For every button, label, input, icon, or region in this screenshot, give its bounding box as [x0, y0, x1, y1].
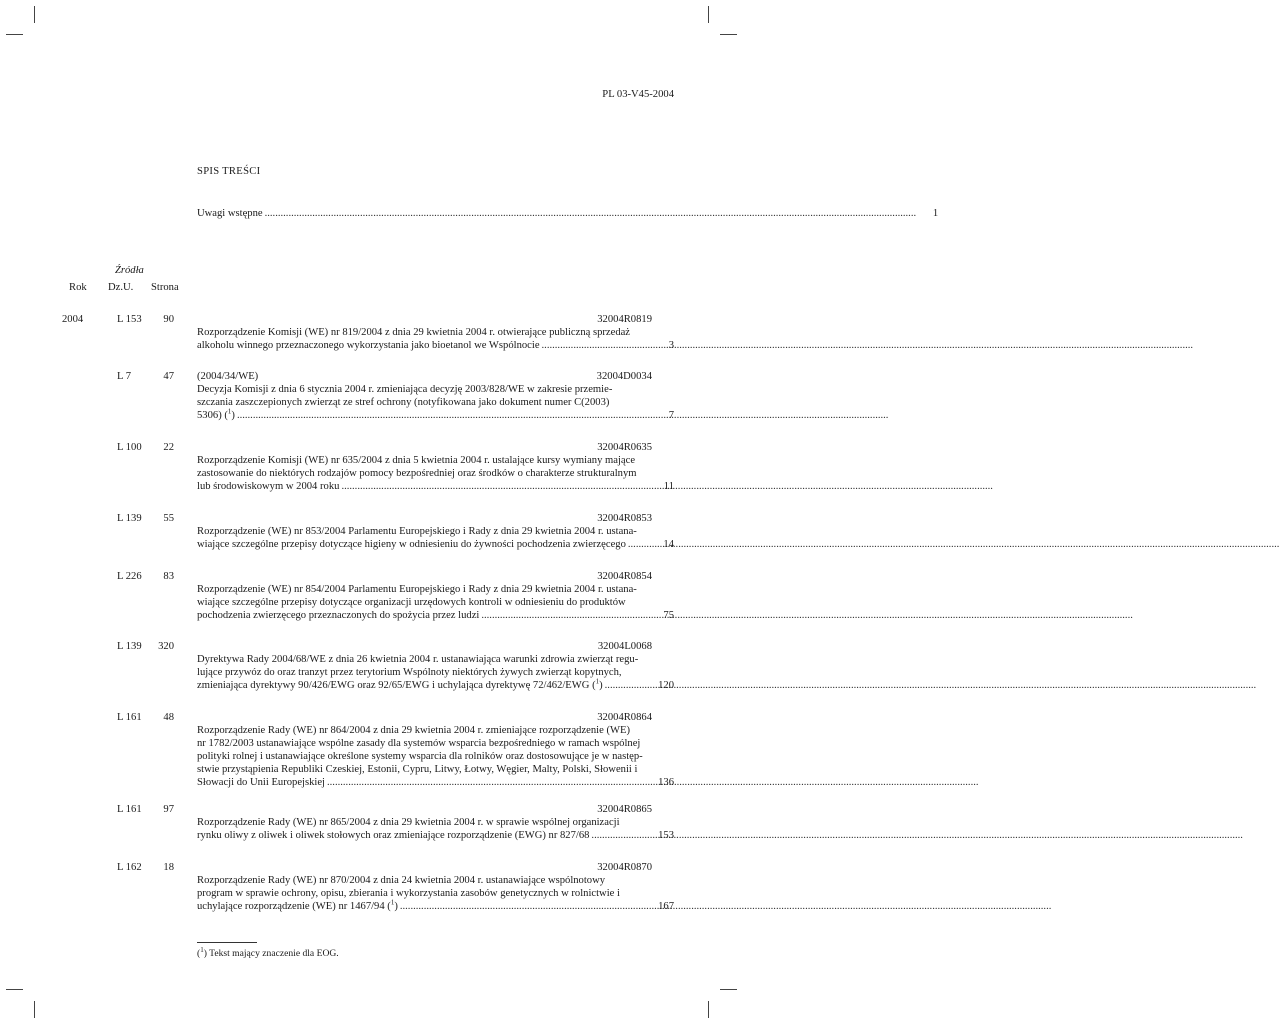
entry-text-line: Dyrektywa Rady 2004/68/WE z dnia 26 kwietnia 2004 r. ustanawiająca warunki zdrowia zwierząt regu- — [197, 654, 639, 665]
crop-mark — [708, 6, 709, 23]
entry-oj-page: 97 — [163, 804, 174, 815]
entry-text-line: Rozporządzenie Rady (WE) nr 870/2004 z dnia 24 kwietnia 2004 r. ustanawiające wspólnotowy — [197, 875, 606, 886]
page-column-header: Strona — [151, 282, 179, 293]
entry-oj-number: L 100 — [117, 442, 142, 453]
entry-text-line: Rozporządzenie Komisji (WE) nr 819/2004 z dnia 29 kwietnia 2004 r. otwierające publiczną sprzedaż — [197, 327, 631, 338]
entry-page-number: 3 — [668, 340, 674, 351]
document-code: PL 03-V45-2004 — [602, 89, 674, 100]
entry-oj-page: 320 — [158, 641, 174, 652]
entry-page-number: 136 — [658, 777, 674, 788]
entry-text-line: szczania zaszczepionych zwierząt ze stref ochrony (notyfikowana jako dokument numer C(2003) — [197, 397, 610, 408]
oj-column-header: Dz.U. — [108, 282, 134, 293]
entry-year: 2004 — [62, 314, 84, 325]
entry-oj-number: L 162 — [117, 862, 142, 873]
entry-celex-code: 32004R0635 — [597, 442, 652, 453]
entry-celex-code: 32004R0870 — [597, 862, 652, 873]
entry-last-line: 5306) ($^1$) — [197, 407, 235, 421]
entry-last-line: lub środowiskowym w 2004 roku — [197, 481, 340, 492]
entry-page-number: 11 — [663, 481, 674, 492]
crop-mark — [720, 989, 737, 990]
crop-mark — [6, 989, 23, 990]
year-column-header: Rok — [69, 282, 87, 293]
entry-celex-code: 32004R0864 — [597, 712, 652, 723]
entry-text-line: lujące przywóz do oraz tranzyt przez terytorium Wspólnoty niektórych żywych zwierząt kopytnych, — [197, 667, 622, 678]
crop-mark — [34, 6, 35, 23]
entry-celex-code: 32004R0819 — [597, 314, 652, 325]
entry-last-line: alkoholu winnego przeznaczonego wykorzystania jako bioetanol we Wspólnocie — [197, 340, 540, 351]
toc-title: SPIS TREŚCI — [197, 166, 261, 177]
entry-oj-number: L 161 — [117, 804, 142, 815]
entry-last-line: pochodzenia zwierzęcego przeznaczonych do spożycia przez ludzi — [197, 610, 480, 621]
intro-label: Uwagi wstępne — [197, 208, 263, 219]
entry-reference: (2004/34/WE) — [197, 371, 259, 382]
entry-text-line: Rozporządzenie (WE) nr 854/2004 Parlamentu Europejskiego i Rady z dnia 29 kwietnia 2004 r. ustana- — [197, 584, 637, 595]
crop-mark — [34, 1001, 35, 1018]
entry-oj-page: 55 — [163, 513, 174, 524]
entry-text-line: Rozporządzenie Rady (WE) nr 864/2004 z dnia 29 kwietnia 2004 r. zmieniające rozporządzenie (WE) — [197, 725, 630, 736]
entry-oj-page: 90 — [163, 314, 174, 325]
entry-oj-number: L 7 — [117, 371, 132, 382]
entry-text-line: zastosowanie do niektórych rodzajów pomocy bezpośredniej oraz środków o charakterze strukturalnym — [197, 468, 637, 479]
crop-mark — [720, 34, 737, 35]
entry-page-number: 14 — [663, 539, 674, 550]
leader-dots — [265, 207, 917, 220]
entry-oj-page: 48 — [163, 712, 174, 723]
entry-oj-page: 18 — [163, 862, 174, 873]
sources-header: Źródła — [115, 265, 144, 276]
entry-oj-number: L 139 — [117, 513, 142, 524]
crop-mark — [6, 34, 23, 35]
entry-page-number: 167 — [658, 901, 674, 912]
leader-dots — [481, 609, 1133, 622]
entry-page-number: 7 — [668, 410, 674, 421]
entry-text-line: Rozporządzenie (WE) nr 853/2004 Parlamentu Europejskiego i Rady z dnia 29 kwietnia 2004 r. ustana- — [197, 526, 637, 537]
entry-text-line: wiające szczególne przepisy dotyczące organizacji urzędowych kontroli w odniesieniu do produktów — [197, 597, 626, 608]
entry-text-line: Rozporządzenie Komisji (WE) nr 635/2004 z dnia 5 kwietnia 2004 r. ustalające kursy wymiany mające — [197, 455, 636, 466]
leader-dots — [591, 829, 1243, 842]
entry-oj-page: 83 — [163, 571, 174, 582]
crop-mark — [708, 1001, 709, 1018]
entry-page-number: 120 — [658, 680, 674, 691]
toc-intro-row[interactable] — [197, 207, 939, 220]
entry-last-line: zmieniająca dyrektywy 90/426/EWG oraz 92/65/EWG i uchylająca dyrektywę 72/462/EWG ($^1$) — [197, 677, 603, 691]
entry-oj-number: L 161 — [117, 712, 142, 723]
entry-celex-code: 32004R0865 — [597, 804, 652, 815]
entry-page-number: 75 — [663, 610, 674, 621]
entry-oj-number: L 153 — [117, 314, 142, 325]
entry-oj-page: 22 — [163, 442, 174, 453]
footnote-rule — [197, 942, 257, 943]
footnote: ($^1$) Tekst mający znaczenie dla EOG. — [197, 945, 339, 959]
entry-celex-code: 32004L0068 — [597, 641, 652, 652]
entry-text-line: Decyzja Komisji z dnia 6 stycznia 2004 r. zmieniająca decyzję 2003/828/WE w zakresie przemie- — [197, 384, 613, 395]
entry-last-line: wiające szczególne przepisy dotyczące higieny w odniesieniu do żywności pochodzenia zwierzęcego — [197, 539, 626, 550]
entry-text-line: Rozporządzenie Rady (WE) nr 865/2004 z dnia 29 kwietnia 2004 r. w sprawie wspólnej organizacji — [197, 817, 620, 828]
entry-last-line: uchylające rozporządzenie (WE) nr 1467/94 ($^1$) — [197, 898, 398, 912]
leader-dots — [542, 339, 1194, 352]
entry-oj-number: L 226 — [117, 571, 142, 582]
entry-celex-code: 32004R0854 — [597, 571, 652, 582]
entry-celex-code: 32004D0034 — [596, 371, 652, 382]
leader-dots — [400, 900, 1052, 913]
leader-dots — [628, 538, 1279, 551]
entry-text-line: stwie przystąpienia Republiki Czeskiej, Estonii, Cypru, Litwy, Łotwy, Węgier, Malty, Polski, Słowenii i — [197, 764, 638, 775]
entry-page-number: 153 — [658, 830, 674, 841]
entry-oj-page: 47 — [163, 371, 174, 382]
entry-celex-code: 32004R0853 — [597, 513, 652, 524]
entry-text-line: polityki rolnej i ustanawiające określone systemy wsparcia dla rolników oraz dostosowujące je w następ- — [197, 751, 643, 762]
entry-last-line: Słowacji do Unii Europejskiej — [197, 777, 325, 788]
intro-page: 1 — [932, 208, 939, 219]
entry-last-line: rynku oliwy z oliwek i oliwek stołowych oraz zmieniające rozporządzenie (EWG) nr 827/68 — [197, 830, 590, 841]
leader-dots — [605, 679, 1257, 692]
entry-text-line: nr 1782/2003 ustanawiające wspólne zasady dla systemów wsparcia bezpośredniego w ramach wspólnej — [197, 738, 641, 749]
leader-dots — [237, 409, 889, 422]
entry-text-line: program w sprawie ochrony, opisu, zbierania i wykorzystania zasobów genetycznych w rolnictwie i — [197, 888, 620, 899]
entry-oj-number: L 139 — [117, 641, 142, 652]
